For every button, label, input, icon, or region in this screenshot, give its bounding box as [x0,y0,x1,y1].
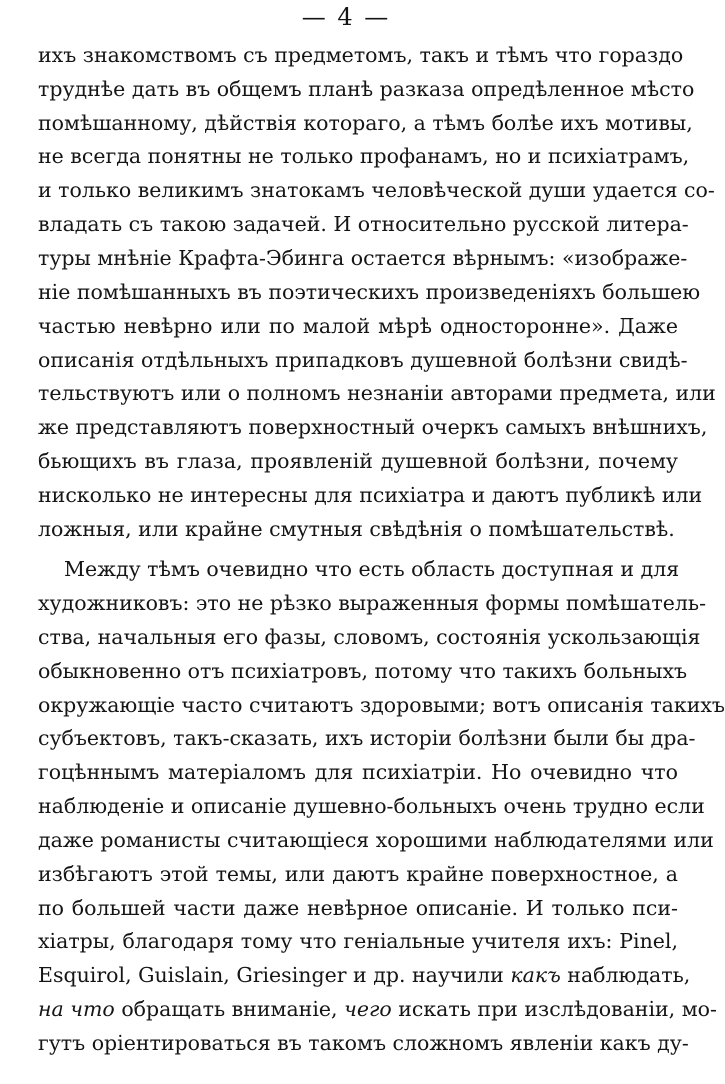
text-line: ства, начальныя его фазы, словомъ, состоянія ускользающія [38,625,701,649]
text-line: частью невѣрно или по малой мѣрѣ односторонне». Даже [38,314,678,338]
text-line: не всегда понятны не только профанамъ, но и психіатрамъ, [38,144,690,168]
text-line: художниковъ: это не рѣзко выраженныя формы помѣшатель- [38,591,707,615]
text-segment: наблюдать, [567,963,691,987]
text-line: избѣгаютъ этой темы, или даютъ крайне поверхностное, а [38,862,678,886]
text-line: ніе помѣшанныхъ въ поэтическихъ произведеніяхъ большею [38,280,701,304]
text-line: хіатры, благодаря тому что геніальные учителя ихъ: Pinel, [38,929,678,953]
text-line: наблюденіе и описаніе душевно-больныхъ очень трудно если [38,794,705,818]
text-line: описанія отдѣльныхъ припадковъ душевной болѣзни свидѣ- [38,348,688,372]
text-line: труднѣе дать въ общемъ планѣ разказа опредѣленное мѣсто [38,77,695,101]
italic-segment: чего [344,997,392,1021]
text-line: помѣшанному, дѣйствія котораго, а тѣмъ болѣе ихъ мотивы, [38,111,693,135]
text-line: обыкновенно отъ психіатровъ, потому что такихъ больныхъ [38,659,688,683]
paragraph-start-line: Между тѣмъ очевидно что есть область доступная и для [64,557,680,581]
text-line: нисколько не интересны для психіатра и даютъ публикѣ или [38,483,703,507]
page-number: — 4 — [301,3,391,31]
text-line: бьющихъ въ глаза, проявленій душевной болѣзни, почему [38,449,678,473]
text-line: даже романисты считающіеся хорошими наблюдателями или [38,828,714,852]
text-line: гутъ оріентироваться въ такомъ сложномъ явленіи какъ ду- [38,1031,689,1055]
text-line: владать съ такою задачей. И относительно русской литера- [38,212,689,236]
text-line: тельствуютъ или о полномъ незнаніи авторами предмета, или [38,381,716,405]
text-line: и только великимъ знатокамъ человѣческой души удается со- [38,178,715,202]
text-line: туры мнѣніе Крафта-Эбинга остается вѣрнымъ: «изображе- [38,246,688,270]
text-line: окружающіе часто считаютъ здоровыми; вотъ описанія такихъ [38,693,725,717]
text-segment: обращать вниманіе, [121,997,338,1021]
text-line: ложныя, или крайне смутныя свѣдѣнія о помѣшательствѣ. [38,517,675,541]
text-line-mixed [38,992,717,1026]
text-line: гоцѣннымъ матеріаломъ для психіатріи. Но очевидно что [38,760,678,784]
italic-segment: какъ [510,963,561,987]
text-line: ихъ знакомствомъ съ предметомъ, такъ и тѣмъ что гораздо [38,43,684,67]
text-line-mixed [38,958,691,992]
text-line: субъектовъ, такъ-сказать, ихъ исторіи болѣзни были бы дра- [38,726,696,750]
text-segment: искать при изслѣдованіи, мо- [398,997,717,1021]
text-line: же представляютъ поверхностный очеркъ самыхъ внѣшнихъ, [38,415,708,439]
text-segment: Esquirol, Guislain, Griesinger и др. научили [38,963,504,987]
italic-segment: на что [38,997,115,1021]
text-line: по большей части даже невѣрное описаніе. И только пси- [38,896,678,920]
